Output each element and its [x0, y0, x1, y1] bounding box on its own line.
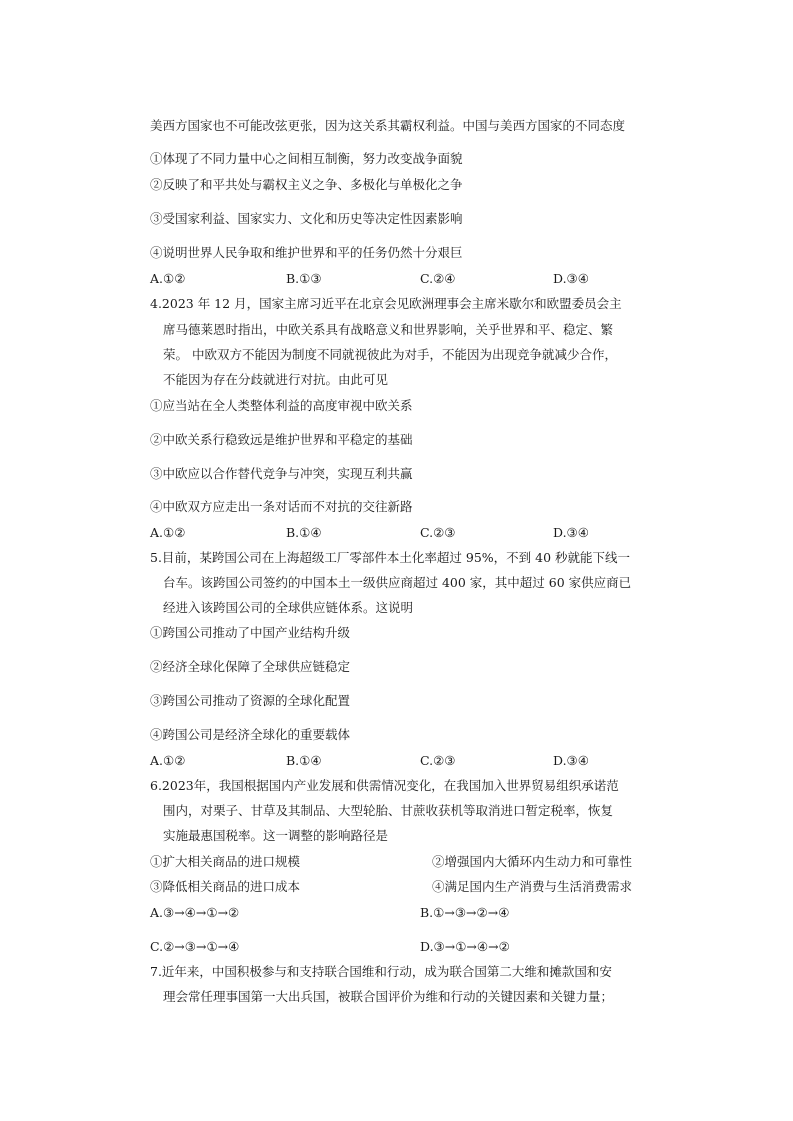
- q5-item-3: ③跨国公司推动了资源的全球化配置: [150, 693, 351, 708]
- q5-option-a: A.①②: [150, 753, 186, 768]
- q5-option-c: C.②③: [420, 753, 456, 768]
- q6-option-d: D.③→①→④→②: [420, 939, 510, 954]
- q4-item-4: ④中欧双方应走出一条对话而不对抗的交往新路: [150, 499, 413, 514]
- q3-item-1: ①体现了不同力量中心之间相互制衡，努力改变战争面貌: [150, 151, 463, 166]
- q6-item-3: ③降低相关商品的进口成本: [150, 879, 301, 894]
- q5-option-b: B.①④: [286, 753, 322, 768]
- q4-stem-line-1: 4.2023 年 12 月，国家主席习近平在北京会见欧洲理事会主席米歇尔和欧盟委员会主: [150, 296, 622, 311]
- q4-stem-line-2: 席马德莱恩时指出，中欧关系具有战略意义和世界影响，关乎世界和平、稳定、繁: [163, 322, 614, 337]
- intro-line: 美西方国家也不可能改弦更张，因为这关系其霸权利益。中国与美西方国家的不同态度: [150, 118, 626, 133]
- q6-stem-line-2: 围内，对栗子、甘草及其制品、大型轮胎、甘蔗收获机等取消进口暂定税率，恢复: [163, 803, 614, 818]
- q4-option-c: C.②③: [420, 525, 456, 540]
- q5-item-2: ②经济全球化保障了全球供应链稳定: [150, 659, 351, 674]
- q6-option-c: C.②→③→①→④: [150, 939, 240, 954]
- q4-stem-line-4: 不能因为存在分歧就进行对抗。由此可见: [163, 372, 389, 387]
- q4-item-3: ③中欧应以合作替代竞争与冲突，实现互利共赢: [150, 466, 413, 481]
- q3-item-3: ③受国家利益、国家实力、文化和历史等决定性因素影响: [150, 211, 463, 226]
- q5-stem-line-3: 经进入该跨国公司的全球供应链体系。这说明: [163, 600, 414, 615]
- q6-item-1: ①扩大相关商品的进口规模: [150, 854, 301, 869]
- q3-item-2: ②反映了和平共处与霸权主义之争、多极化与单极化之争: [150, 177, 463, 192]
- q7-stem-line-2: 理会常任理事国第一大出兵国，被联合国评价为维和行动的关键因素和关键力量；: [163, 989, 614, 1004]
- q3-item-4: ④说明世界人民争取和维护世界和平的任务仍然十分艰巨: [150, 245, 463, 260]
- q3-option-c: C.②④: [420, 271, 456, 286]
- q7-stem-line-1: 7.近年来，中国积极参与和支持联合国维和行动，成为联合国第二大维和摊款国和安: [150, 964, 612, 979]
- q5-item-4: ④跨国公司是经济全球化的重要载体: [150, 727, 351, 742]
- q3-option-b: B.①③: [286, 271, 322, 286]
- q4-option-a: A.①②: [150, 525, 186, 540]
- q4-stem-line-3: 荣。 中欧双方不能因为制度不同就视彼此为对手，不能因为出现竞争就减少合作，: [163, 347, 617, 362]
- q5-item-1: ①跨国公司推动了中国产业结构升级: [150, 625, 351, 640]
- q4-item-1: ①应当站在全人类整体利益的高度审视中欧关系: [150, 398, 413, 413]
- q4-item-2: ②中欧关系行稳致远是维护世界和平稳定的基础: [150, 432, 413, 447]
- q6-item-2: ②增强国内大循环内生动力和可靠性: [432, 854, 633, 869]
- q3-option-a: A.①②: [150, 271, 186, 286]
- q6-stem-line-1: 6.2023年，我国根据国内产业发展和供需情况变化，在我国加入世界贸易组织承诺范: [150, 778, 619, 793]
- q3-option-d: D.③④: [553, 271, 589, 286]
- q6-item-4: ④满足国内生产消费与生活消费需求: [432, 879, 633, 894]
- q5-option-d: D.③④: [553, 753, 589, 768]
- q6-option-a: A.③→④→①→②: [150, 905, 240, 920]
- q6-stem-line-3: 实施最惠国税率。这一调整的影响路径是: [163, 828, 389, 843]
- q4-option-d: D.③④: [553, 525, 589, 540]
- q5-stem-line-2: 台车。该跨国公司签约的中国本土一级供应商超过 400 家，其中超过 60 家供应商已: [163, 575, 632, 590]
- q5-stem-line-1: 5.目前，某跨国公司在上海超级工厂零部件本土化率超过 95%，不到 40 秒就能下线一: [150, 550, 631, 565]
- q6-option-b: B.①→③→②→④: [420, 905, 510, 920]
- q4-option-b: B.①④: [286, 525, 322, 540]
